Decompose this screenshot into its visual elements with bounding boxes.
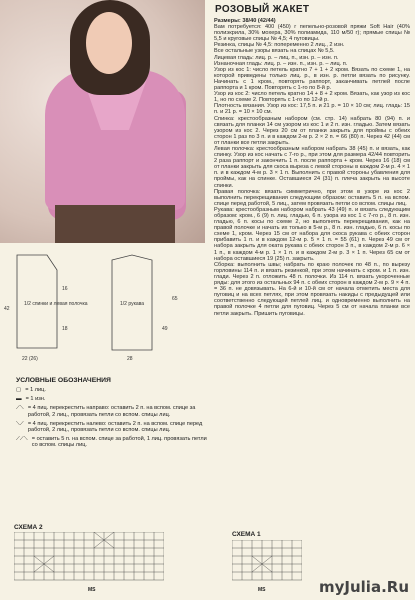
num-28: 28 — [127, 356, 133, 362]
article-text — [214, 18, 410, 458]
paragraph-materials: Вам потребуется: 400 (450) г пепельно-розовой пряжи Soft Hair (40% полиэкрила, 30% мохера, 30% полиамида, 110 м/50 г); прямые спицы № 5,5 и круговые спицы № 4,5; 4 пуговицы. — [214, 24, 410, 43]
paragraph-cable1: Узор из кос 1: число петель кратно 7 + 1 + 2 кром. Вязать по схеме 1, на которой приведены только лиц. р., в изн. р. петли вязать по рисунку. Начинать с 1 кром., повторять раппорт, заканчивать петлей после раппорта и 1 кром. Повторять с 1-го по 8-й р. — [214, 66, 410, 92]
schema-2-grid — [14, 532, 164, 584]
model-photo — [0, 0, 205, 243]
cross-5-icon: ⟋⟋⟍ — [16, 436, 28, 443]
legend-title: УСЛОВНЫЕ ОБОЗНАЧЕНИЯ — [16, 377, 111, 384]
paragraph-needles: Все остальные узоры вязать на спицах № 5,5. — [214, 48, 335, 55]
paragraph-assembly: Сборка: выполнить швы; набрать по краю полочек по 48 п., по вырезу горловины 114 п. и вязать резинкой, при этом начинать с кром. и 1 п. изн. глади. Через 2 п. отложить 48 п. полочки. Из 114 п. вязать укороченные ряды: для этого из остальных 94 п. с обеих сторон в каждом 2-м р. 9 × 4 п. = 36 п. не довязывать. На 6-й и 10-й см от начала отметить места для пуговиц и на всех петлях, при этом провязать накиды с предыдущей или соответственно следующей петлей лиц. и одновременно выполнить на правой полочке 4 петли для пуговиц. Через 5 см от начала планки все петли закрыть. Пришить пуговицы. — [214, 261, 410, 317]
sizes-line: Размеры: 38/40 (42/44) — [214, 18, 276, 24]
num-42: 42 — [4, 306, 10, 312]
knit-icon: ▢ — [16, 387, 22, 393]
paragraph-reverse: Изнаночная гладь: лиц. р. – изн. п., изн. р. – лиц. п. — [214, 60, 348, 67]
num-65: 65 — [172, 296, 178, 302]
schema-label-body: 1/2 спинки и левая полочка — [24, 301, 88, 307]
paragraph-sleeves: Рукава: крестообразным набором набрать 43 (49) п. и вязать следующим образом: кром., 6 (9) п. лиц. гладью, 6 п. узора из кос 1 с 7-го р., 8 п. изн. гладью, 6 п. косы по схеме 2, но выполнять перекрещивания, как на правой полочке и начать их только в 5-м р., 8 п. изн. гладью, 6 п. косы по схеме 1, кром. Через 15 см от набора для скоса рукава с обеих сторон прибавить 1 п. и в каждом 12-м р. 5 × 1 п. = 55 (61) п. Через 49 см от набора закрыть для оката рукава с обеих сторон 3 п., в каждом 2-м р. 6 × 1 п., в каждом 4-м р. 1 × 1 п. и в каждом 2-м р. 3 × 1 п. Через 65 см от набора оставшиеся 19 (25) п. закрыть. — [214, 206, 410, 262]
legend-row: ▢ = 1 лиц. — [16, 387, 46, 393]
ms-label-2: MS — [88, 587, 96, 593]
num-22-26: 22 (26) — [22, 356, 38, 362]
legend-row: ⟍⟋ = 4 пиц. перекрестить налево: оставить 2 п. на вспом. спице перед работой, 2 лиц., провязать петли со вспом. спицы лиц. — [16, 420, 203, 434]
num-16: 16 — [62, 286, 68, 292]
pattern-schematics — [2, 250, 207, 365]
site-watermark: myJulia.Ru — [319, 578, 409, 596]
legend-row: ▬ = 1 изн. — [16, 396, 46, 403]
paragraph-right-front: Правая полочка: вязать симметрично, при этом в узоре из кос 2 выполнить перекрещивания следующим образом: оставить 5 п. на вспом. спице перед работой, 5 лиц., затем провязать петли со вспом. спицы лиц. — [214, 188, 410, 207]
cross-right-icon: ⟋⟍ — [16, 405, 24, 412]
legend-row: ⟋⟋⟍ = оставить 5 п. на вспом. спице за работой, 1 лиц. провязать петли со вспом. спицы лиц. — [16, 436, 207, 449]
paragraph-left-front: Левая полочка: крестообразным набором набрать 38 (45) п. и вязать, как спинку. Узор из кос начать с 7-го р., при этом для размера 42/44 повторить 2 раза раппорт и закончить 1 п. после раппорта + кром. Через 16 (18) см от планки закрыть для скоса выреза с левой стороны в каждом 2-м р. 4 × 1 п. и в каждом 4-м р. 3 × 1 п. Выполнить с правой стороны убавления для проймы, как на спинке. Оставшиеся 24 (31) п. плеча закрыть на высоте спинки. — [214, 145, 410, 189]
schema-1-title: СХЕМА 1 — [232, 531, 261, 538]
num-18: 18 — [62, 326, 68, 332]
ms-label-1: MS — [258, 587, 266, 593]
article-title: РОЗОВЫЙ ЖАКЕТ — [215, 4, 310, 15]
paragraph-gauge: Плотность вязания. Узор из кос: 17,5 п. и 21 р. = 10 × 10 см; лиц. гладь: 15 п. и 21 р. = 10 × 10 см. — [214, 103, 410, 116]
legend-row: ⟋⟍ = 4 пиц. перекрестить направо: оставить 2 п. на вспом. спице за работой, 2 лиц., провязать петли со вспом. спицы лиц. — [16, 405, 196, 418]
legend — [16, 377, 211, 452]
cross-left-icon: ⟍⟋ — [16, 420, 24, 427]
paragraph-back: Спинка: крестообразным набором (см. стр. 14) набрать 80 (94) п. и связать для планки 14 см узором из кос 1 и 2 п. изн. гладью. Затем вязать узором из кос 2. Через 20 см от планки закрыть для проймы с обеих сторон 1 раз по 3 п. и в каждом 2-м р. 2 × 2 п. = 66 (80) п. Через 42 (44) см от планки все петли закрыть. — [214, 115, 410, 146]
paragraph-stockinette: Лицевая гладь: лиц. р. – лиц. п., изн. р. – изн. п. — [214, 54, 339, 61]
purl-icon: ▬ — [16, 396, 22, 403]
schema-2-title: СХЕМА 2 — [14, 524, 43, 531]
paragraph-cable2: Узор из кос 2: число петель кратно 14 + 8 + 2 кром. Вязать, как узор из кос 1, но по схеме 2. Повторять с 1-го по 12-й р. — [214, 91, 410, 104]
paragraph-rib: Резинка, спицы № 4,5: попеременно 2 лиц., 2 изн. — [214, 42, 345, 49]
num-49: 49 — [162, 326, 168, 332]
schema-label-sleeve: 1/2 рукава — [120, 301, 145, 307]
schema-1-grid — [232, 540, 302, 582]
